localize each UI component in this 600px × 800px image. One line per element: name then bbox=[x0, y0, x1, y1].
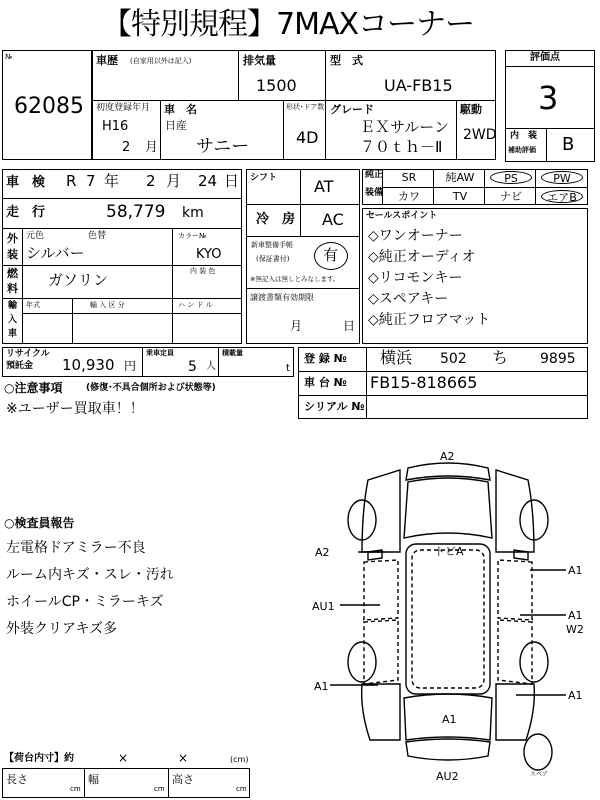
model-type-value: UA-FB15 bbox=[384, 76, 453, 95]
option-row2-3: エアB bbox=[541, 190, 583, 203]
cargo-height-unit: cm bbox=[236, 785, 247, 793]
inspection-year-unit: 年 bbox=[104, 172, 120, 190]
sales-point-item: ◇リコモンキー bbox=[368, 270, 463, 286]
chassis-value: FB15-818665 bbox=[370, 373, 478, 392]
registration-label: 登 録 № bbox=[304, 352, 347, 365]
interior-grade-label-2: 補助評価 bbox=[508, 146, 536, 154]
option-row1-2: PS bbox=[490, 171, 532, 184]
color-change-label: 色替 bbox=[88, 231, 107, 241]
mileage-value: 58,779 bbox=[106, 202, 166, 222]
transfer-docs-label: 譲渡書類有効期限 bbox=[250, 293, 314, 302]
warranty-label-2: (保証書付) bbox=[256, 255, 290, 263]
sales-point-item: ◇スペアキー bbox=[368, 291, 449, 307]
import-side-1: 輸 bbox=[8, 301, 18, 311]
inspection-year: 7 bbox=[86, 172, 96, 190]
transfer-docs-month-unit: 月 bbox=[290, 319, 303, 333]
transfer-docs-day-unit: 日 bbox=[343, 319, 356, 333]
aircon-label: 冷 房 bbox=[256, 212, 296, 227]
history-note: (自家用以外は記入) bbox=[130, 57, 192, 65]
cargo-length-label: 長さ bbox=[6, 773, 28, 786]
inspector-report-title: ○検査員報告 bbox=[4, 516, 75, 530]
registration-kana: ち bbox=[492, 348, 509, 367]
first-reg-label: 初度登録年月 bbox=[96, 103, 151, 113]
recycle-value: 10,930 bbox=[62, 356, 115, 374]
cargo-x1: × bbox=[118, 751, 129, 765]
option-row1-3: PW bbox=[541, 171, 583, 184]
import-year-label: 年式 bbox=[26, 301, 40, 309]
registration-class: 502 bbox=[440, 351, 467, 367]
options-label-2: 装備 bbox=[365, 188, 384, 198]
warranty-note: ※無記入は無しとみなします。 bbox=[250, 275, 340, 283]
cargo-width-unit: cm bbox=[154, 785, 165, 793]
fuel-side-2: 料 bbox=[7, 282, 18, 295]
inspection-label: 車 検 bbox=[6, 175, 46, 190]
diagram-roof-label: トビA bbox=[434, 545, 464, 558]
import-handle-label: ハ ン ド ル bbox=[178, 301, 213, 309]
diagram-spare-label: スペア bbox=[530, 771, 549, 778]
interior-color-label: 内 装 色 bbox=[190, 267, 216, 275]
interior-grade-label: 内 装 bbox=[510, 131, 538, 141]
fuel-side-1: 燃 bbox=[7, 267, 18, 280]
inspector-report-item: ホイールCP・ミラーキズ bbox=[6, 594, 164, 610]
notes-subtitle: (修復･不具合個所および状態等) bbox=[86, 383, 216, 393]
sales-point-item: ◇ワンオーナー bbox=[368, 228, 463, 244]
lot-number-label: № bbox=[5, 53, 13, 61]
rating-value: 3 bbox=[538, 79, 559, 117]
page-title: 【特別規程】7MAXコーナー bbox=[102, 7, 475, 42]
notes-text: ※ユーザー買取車！！ bbox=[6, 401, 144, 417]
option-row2-0: カワ bbox=[398, 190, 420, 203]
load-label: 積載量 bbox=[222, 349, 243, 357]
color-code-label: カラー№ bbox=[178, 232, 207, 240]
interior-grade-value: B bbox=[562, 134, 575, 155]
option-row2-1: TV bbox=[452, 190, 468, 203]
displacement-value: 1500 bbox=[256, 76, 297, 95]
chassis-label: 車 台 № bbox=[304, 376, 347, 389]
car-damage-diagram bbox=[300, 440, 590, 780]
cargo-unit: (cm) bbox=[230, 755, 249, 764]
capacity-unit: 人 bbox=[206, 361, 216, 372]
notes-title: ○注意事項 bbox=[4, 381, 63, 395]
shift-label: シフト bbox=[250, 173, 278, 183]
registration-number: 9895 bbox=[540, 351, 576, 367]
damage-right-front: A1 bbox=[568, 564, 583, 577]
inspection-day: 24 bbox=[198, 172, 218, 190]
options-label-1: 純正 bbox=[365, 170, 384, 180]
damage-left-rear: A1 bbox=[314, 680, 329, 693]
damage-rear-bottom: AU2 bbox=[436, 770, 459, 783]
recycle-label-1: リサイクル bbox=[6, 349, 50, 359]
fuel-value: ガソリン bbox=[48, 271, 109, 289]
first-reg-month: 2 bbox=[122, 140, 131, 155]
warranty-value: 有 bbox=[323, 246, 339, 264]
grade-line2: ７０ｔｈ－Ⅱ bbox=[360, 138, 443, 156]
inspection-era: R bbox=[66, 172, 77, 190]
cargo-height-label: 高さ bbox=[172, 773, 194, 786]
grade-label: グレード bbox=[330, 103, 374, 116]
option-row1-0: SR bbox=[401, 171, 417, 184]
displacement-label: 排気量 bbox=[243, 54, 276, 67]
import-category-label: 輸 入 区 分 bbox=[90, 301, 125, 309]
grade-line1: ＥＸサルーン bbox=[360, 118, 449, 136]
damage-right-rear: A1 bbox=[568, 689, 583, 702]
color-side-2: 装 bbox=[7, 248, 18, 261]
cargo-x2: × bbox=[178, 751, 189, 765]
inspector-report-item: ルーム内キズ・スレ・汚れ bbox=[6, 567, 174, 583]
warranty-label-1: 新車整備手帳 bbox=[251, 241, 293, 249]
damage-trunk: A1 bbox=[442, 713, 457, 726]
shift-value: AT bbox=[314, 177, 334, 196]
inspection-month: 2 bbox=[146, 172, 156, 190]
history-label: 車歴 bbox=[96, 54, 118, 67]
rating-label: 評価点 bbox=[530, 52, 560, 63]
color-side-1: 外 bbox=[7, 232, 18, 245]
inspection-month-unit: 月 bbox=[166, 172, 182, 190]
damage-left-front-door: AU1 bbox=[312, 600, 335, 613]
import-side-3: 車 bbox=[8, 329, 18, 339]
sales-points-title: セールスポイント bbox=[366, 211, 438, 221]
option-row2-2: ナビ bbox=[500, 190, 522, 203]
aircon-value: AC bbox=[322, 210, 344, 229]
drive-value: 2WD bbox=[463, 127, 497, 143]
option-row1-1: 純AW bbox=[445, 171, 475, 184]
lot-number: 62085 bbox=[14, 94, 84, 119]
load-unit: t bbox=[286, 363, 290, 374]
recycle-label-2: 預託金 bbox=[6, 361, 34, 371]
import-side-2: 入 bbox=[8, 315, 18, 325]
first-reg-month-unit: 月 bbox=[145, 140, 159, 155]
inspection-day-unit: 日 bbox=[224, 172, 240, 190]
cargo-grid bbox=[2, 768, 250, 798]
inspector-report-item: 外装クリアキズ多 bbox=[6, 621, 118, 637]
capacity-label: 乗車定員 bbox=[146, 349, 174, 357]
capacity-value: 5 bbox=[188, 359, 197, 375]
cargo-title: 【荷台内寸】約 bbox=[4, 753, 74, 764]
car-name-label: 車 名 bbox=[164, 103, 197, 116]
registration-area: 横浜 bbox=[380, 348, 413, 367]
drive-label: 駆動 bbox=[460, 103, 482, 116]
damage-front-top: A2 bbox=[440, 450, 455, 463]
damage-right-middle: A1 bbox=[568, 609, 583, 622]
doors-label: 形状･ドア数 bbox=[286, 103, 325, 111]
damage-left-mirror: A2 bbox=[315, 546, 330, 559]
mileage-unit: km bbox=[182, 205, 204, 221]
first-reg-year: H16 bbox=[102, 119, 129, 134]
mileage-label: 走 行 bbox=[6, 205, 46, 220]
recycle-unit: 円 bbox=[124, 359, 137, 373]
sales-point-item: ◇純正フロアマット bbox=[368, 312, 491, 328]
color-value: シルバー bbox=[26, 244, 85, 262]
serial-label: シリアル № bbox=[304, 400, 365, 413]
sales-point-item: ◇純正オーディオ bbox=[368, 249, 476, 265]
cargo-length-unit: cm bbox=[70, 785, 81, 793]
model-type-label: 型 式 bbox=[330, 54, 363, 67]
cargo-width-label: 幅 bbox=[88, 773, 99, 786]
car-maker: 日産 bbox=[165, 119, 187, 132]
inspector-report-item: 左電格ドアミラー不良 bbox=[6, 540, 146, 556]
color-code: KYO bbox=[196, 247, 222, 262]
car-name: サニー bbox=[196, 136, 250, 157]
color-orig-label: 元色 bbox=[26, 231, 45, 241]
doors-value: 4D bbox=[296, 128, 319, 147]
damage-right-middle-2: W2 bbox=[566, 623, 584, 636]
